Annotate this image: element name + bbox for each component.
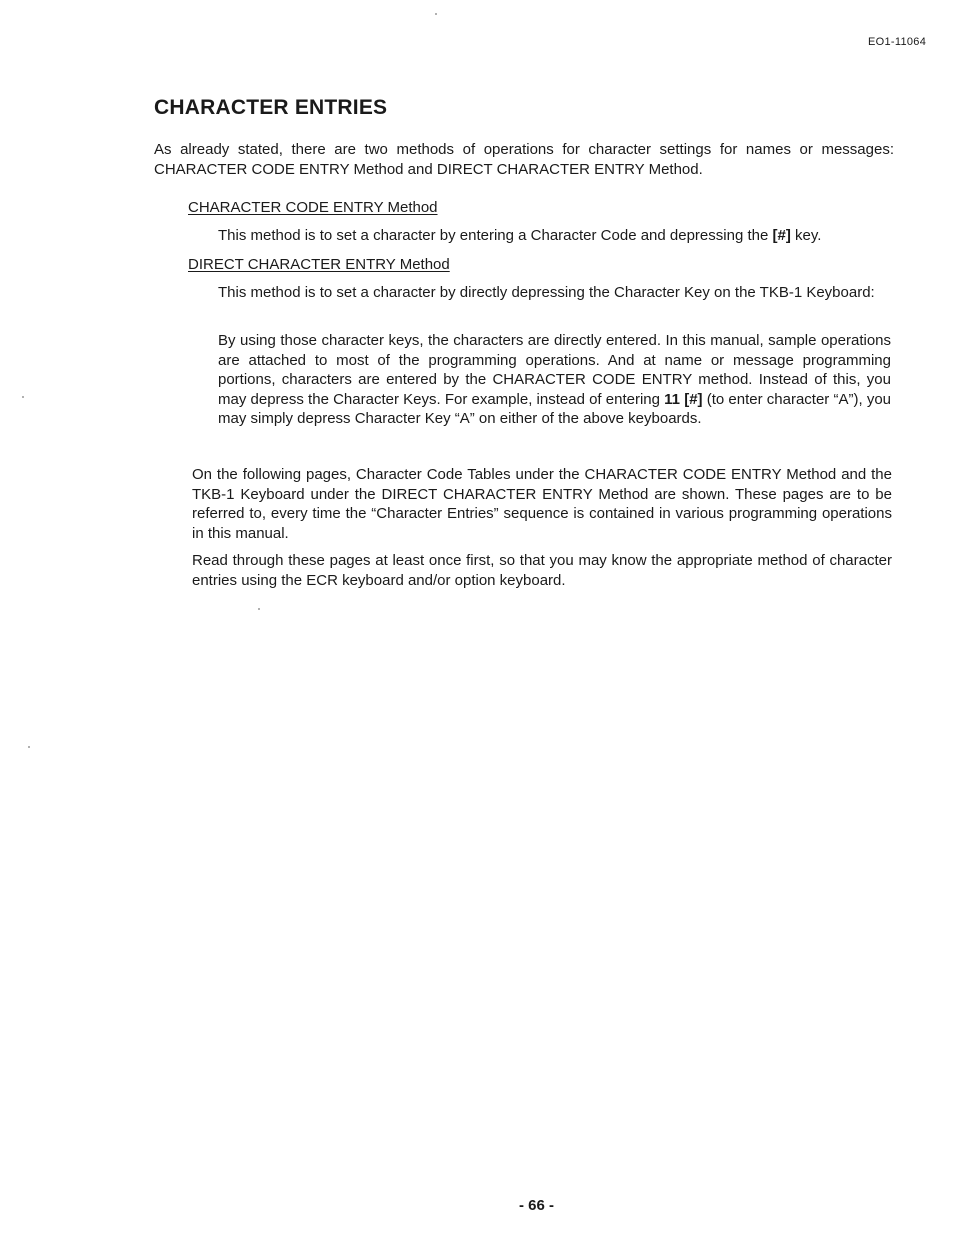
direct-character-entry-heading: DIRECT CHARACTER ENTRY Method [188, 256, 450, 273]
hash-key-label: [#] [772, 227, 791, 244]
direct-entry-detail-part2: (to enter character “A”), you may simply depress Character Key “A” on either of the above keyboards. [218, 390, 892, 427]
example-key-label: 11 [#] [664, 390, 703, 408]
page-number: - 66 - [519, 1197, 555, 1214]
document-number: EO1-11064 [868, 36, 927, 48]
scan-speck [258, 608, 260, 610]
character-code-entry-description [218, 226, 898, 246]
character-code-entry-heading: CHARACTER CODE ENTRY Method [188, 199, 438, 216]
direct-character-entry-description: This method is to set a character by directly depressing the Character Key on the TKB-1 Keyboard: [218, 284, 875, 301]
following-pages-paragraph: On the following pages, Character Code Tables under the CHARACTER CODE ENTRY Method and the TKB-1 Keyboard under the DIRECT CHARACTER ENTRY Method are shown. These pages are to be referred to, every time the “Character Entries” sequence is contained in various programming operations in this manual. [192, 466, 892, 542]
read-through-paragraph: Read through these pages at least once first, so that you may know the appropriate method of character entries using the ECR keyboard and/or option keyboard. [192, 552, 892, 589]
page-title: CHARACTER ENTRIES [154, 96, 388, 119]
scan-speck [28, 746, 30, 748]
direct-character-entry-detail [218, 331, 891, 429]
scan-speck [435, 13, 437, 15]
intro-paragraph: As already stated, there are two methods of operations for character settings for names or messages: CHARACTER CODE ENTRY Method and DIRECT CHARACTER ENTRY Method. [154, 141, 894, 178]
character-code-entry-end: key. [790, 227, 822, 244]
direct-entry-detail-part1: By using those character keys, the characters are directly entered. In this manual, sample operations are attached to most of the programming operations. And at name or message programming portions, characters are entered by the CHARACTER CODE ENTRY method. Instead of this, you may depress the Character Keys. For example, instead of entering [218, 332, 891, 408]
character-code-entry-text: This method is to set a character by entering a Character Code and depressing the [218, 227, 773, 244]
scan-speck [22, 396, 24, 398]
